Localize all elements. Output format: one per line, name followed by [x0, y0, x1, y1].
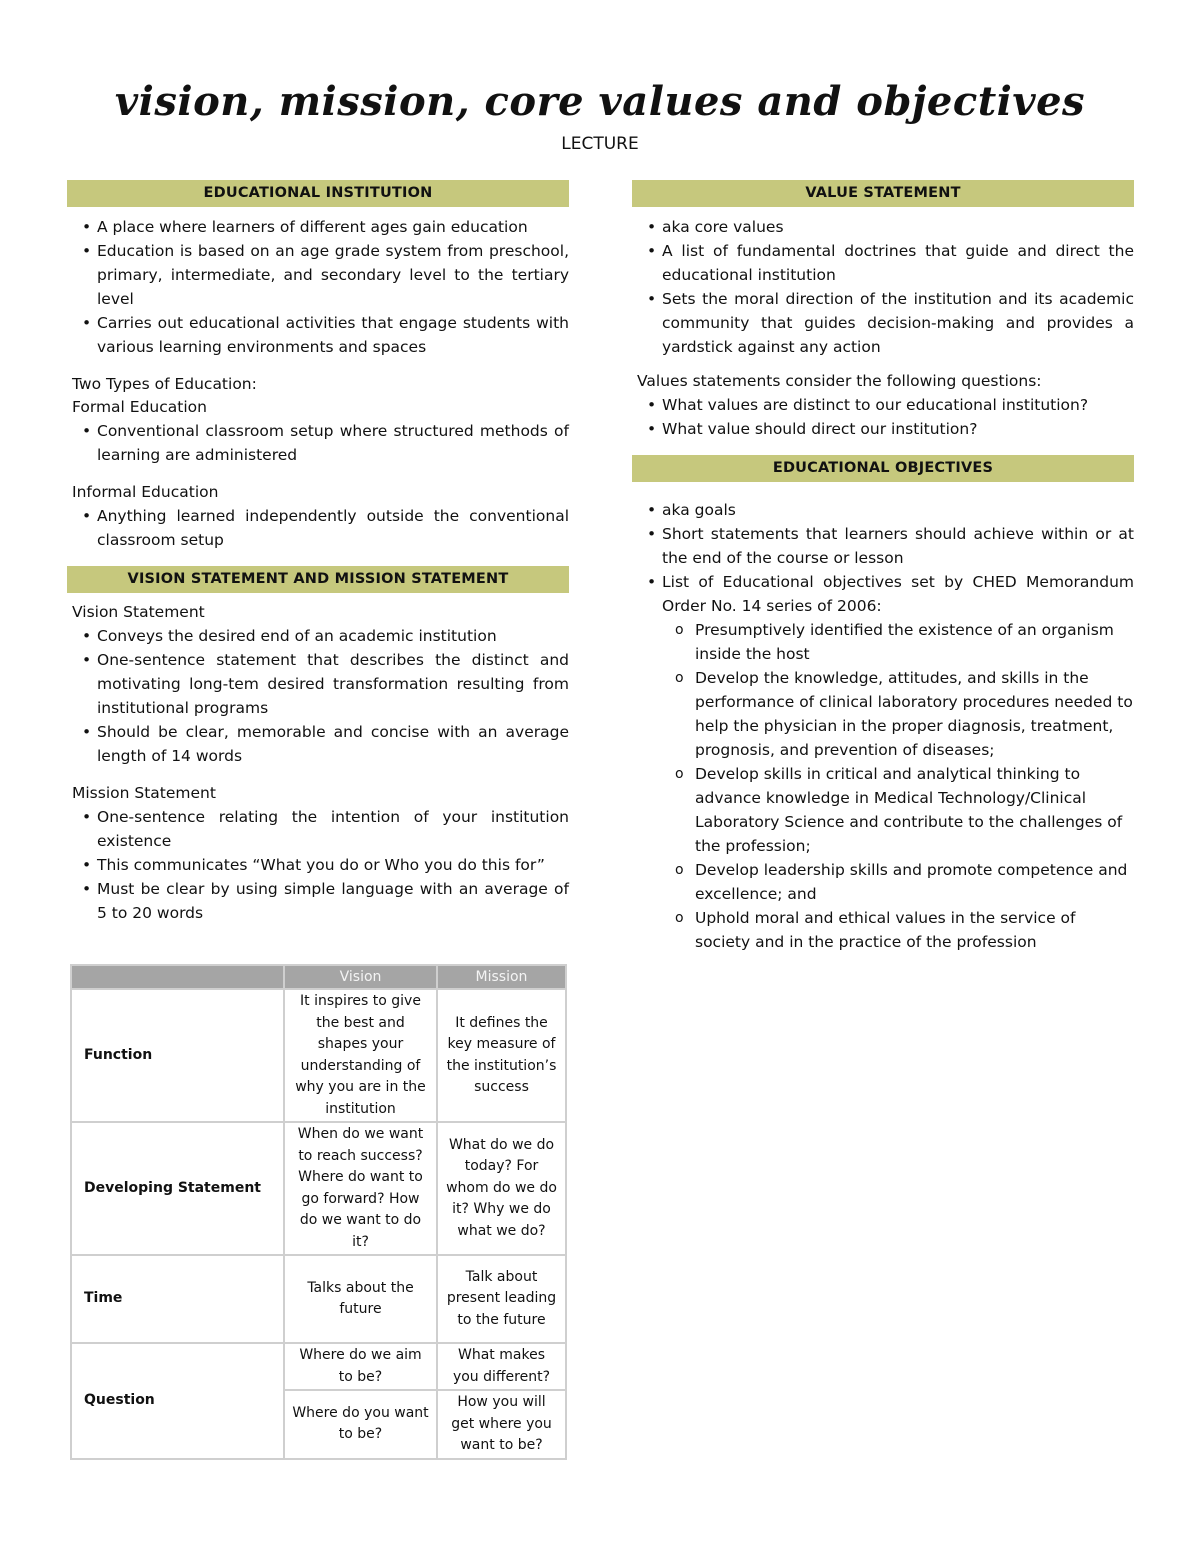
list-item: • Must be clear by using simple language with an average of 5 to 20 words [97, 877, 569, 925]
page-subtitle: LECTURE [561, 134, 639, 154]
table-cell: It defines the key measure of the institution’s success [437, 989, 566, 1122]
table-header-cell: Mission [437, 965, 566, 989]
table-row [71, 989, 566, 1122]
ched-objectives-list [662, 618, 1134, 954]
list-item: • What value should direct our institution? [662, 417, 1134, 441]
list-item: • Carries out educational activities that engage students with various learning environments and spaces [97, 311, 569, 359]
table-header-cell: Vision [284, 965, 437, 989]
mission-statement-label: Mission Statement [72, 784, 216, 802]
list-item: • Short statements that learners should achieve within or at the end of the course or lesson [662, 522, 1134, 570]
list-item-text: List of Educational objectives set by CHED Memorandum Order No. 14 series of 2006: [662, 573, 1134, 615]
list-item: • Conventional classroom setup where structured methods of learning are administered [97, 419, 569, 467]
table-cell: It inspires to give the best and shapes your understanding of why you are in the institution [284, 989, 437, 1122]
list-item: • A list of fundamental doctrines that guide and direct the educational institution [662, 239, 1134, 287]
educational-institution-heading: EDUCATIONAL INSTITUTION [67, 180, 569, 207]
list-item: • Sets the moral direction of the institution and its academic community that guides decision-making and provides a yardstick against any action [662, 287, 1134, 359]
vision-statement-label: Vision Statement [72, 603, 205, 621]
list-item: • This communicates “What you do or Who you do this for” [97, 853, 569, 877]
list-item: o Presumptively identified the existence of an organism inside the host [695, 618, 1134, 666]
list-item [662, 570, 1134, 954]
types-of-education-label: Two Types of Education: [72, 375, 257, 393]
educational-institution-list [67, 215, 569, 359]
list-item: • Conveys the desired end of an academic institution [97, 624, 569, 648]
list-item: • One-sentence statement that describes the distinct and motivating long-tem desired transformation resulting from institutional programs [97, 648, 569, 720]
list-item: o Develop skills in critical and analytical thinking to advance knowledge in Medical Technology/Clinical Laboratory Science and contribute to the challenges of the profession; [695, 762, 1134, 858]
formal-education-list [67, 419, 569, 467]
list-item: o Uphold moral and ethical values in the service of society and in the practice of the profession [695, 906, 1134, 954]
informal-education-label: Informal Education [72, 483, 219, 501]
row-header: Function [71, 989, 284, 1122]
row-header: Developing Statement [71, 1122, 284, 1255]
list-item: • What values are distinct to our educational institution? [662, 393, 1134, 417]
list-item: o Develop leadership skills and promote competence and excellence; and [695, 858, 1134, 906]
values-questions-intro: Values statements consider the following questions: [637, 372, 1042, 390]
list-item: o Develop the knowledge, attitudes, and skills in the performance of clinical laboratory procedures needed to help the physician in the proper diagnosis, treatment, prognosis, and prevention of diseases; [695, 666, 1134, 762]
row-header: Time [71, 1255, 284, 1343]
educational-objectives-list [632, 498, 1134, 954]
right-column [632, 180, 1134, 954]
table-cell: When do we want to reach success? Where do want to go forward? How do we want to do it? [284, 1122, 437, 1255]
page-title: vision, mission, core values and objectives [114, 78, 1086, 125]
table-cell: Talk about present leading to the future [437, 1255, 566, 1343]
table-cell: Where do you want to be? [284, 1390, 437, 1459]
list-item: • Should be clear, memorable and concise with an average length of 14 words [97, 720, 569, 768]
list-item: • Education is based on an age grade system from preschool, primary, intermediate, and secondary level to the tertiary level [97, 239, 569, 311]
informal-education-list [67, 504, 569, 552]
table-cell: How you will get where you want to be? [437, 1390, 566, 1459]
value-statement-heading: VALUE STATEMENT [632, 180, 1134, 207]
table-row [71, 1343, 566, 1390]
table-cell: Talks about the future [284, 1255, 437, 1343]
table-row [71, 1122, 566, 1255]
list-item: • One-sentence relating the intention of your institution existence [97, 805, 569, 853]
educational-objectives-heading: EDUCATIONAL OBJECTIVES [632, 455, 1134, 482]
vision-mission-heading: VISION STATEMENT AND MISSION STATEMENT [67, 566, 569, 593]
list-item: • Anything learned independently outside the conventional classroom setup [97, 504, 569, 552]
value-statement-list [632, 215, 1134, 359]
table-cell: What do we do today? For whom do we do it? Why we do what we do? [437, 1122, 566, 1255]
formal-education-label: Formal Education [72, 398, 207, 416]
vision-statement-list [67, 624, 569, 768]
vision-mission-comparison-table [70, 964, 567, 1460]
row-header: Question [71, 1343, 284, 1459]
list-item: • aka core values [662, 215, 1134, 239]
table-header-cell [71, 965, 284, 989]
mission-statement-list [67, 805, 569, 925]
table-header-row [71, 965, 566, 989]
list-item: • A place where learners of different ages gain education [97, 215, 569, 239]
table-cell: Where do we aim to be? [284, 1343, 437, 1390]
list-item: • aka goals [662, 498, 1134, 522]
left-column [67, 180, 569, 925]
table-cell: What makes you different? [437, 1343, 566, 1390]
table-row [71, 1255, 566, 1343]
values-questions-list [632, 393, 1134, 441]
